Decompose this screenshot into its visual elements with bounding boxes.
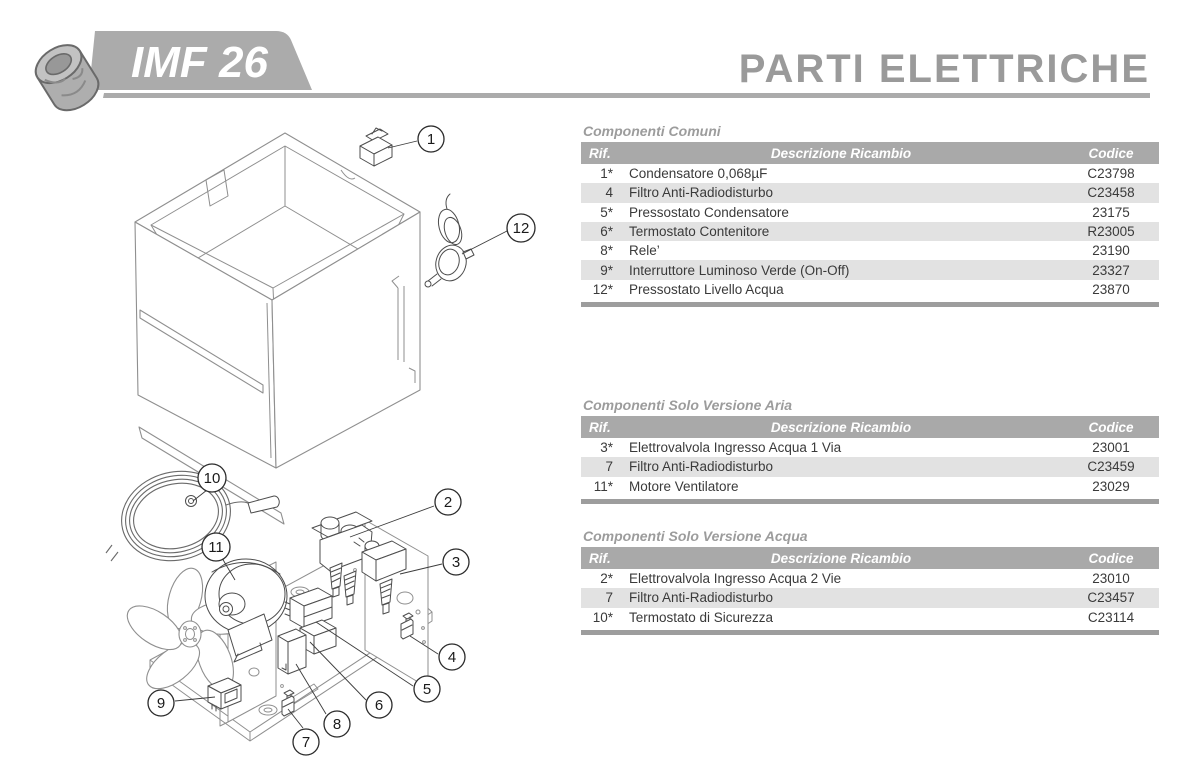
table-row: 4 Filtro Anti-Radiodisturbo C23458 (581, 183, 1159, 202)
table-bottom-bar (581, 630, 1159, 635)
col-rif: Rif. (589, 145, 611, 161)
svg-text:3: 3 (451, 554, 461, 571)
callout-9 (148, 690, 174, 716)
callout-4 (439, 644, 465, 670)
part-pressostato-livello (425, 194, 474, 287)
table-header-row (581, 547, 1159, 569)
table-row: 7 Filtro Anti-Radiodisturbo C23459 (581, 457, 1159, 476)
callout-8 (324, 711, 350, 737)
table-header-row (581, 142, 1159, 164)
col-cod: Codice (1088, 145, 1134, 161)
table-row: 1* Condensatore 0,068µF C23798 (600, 166, 1135, 182)
table-row: 10* Termostato di Sicurezza C23114 (592, 609, 1135, 625)
col-desc: Descrizione Ricambio (770, 145, 912, 161)
svg-text:4: 4 (447, 649, 457, 666)
model-name: IMF 26 (131, 38, 268, 87)
svg-text:1: 1 (426, 131, 436, 148)
svg-text:7: 7 (301, 734, 311, 751)
page-title: PARTI ELETTRICHE (738, 47, 1150, 91)
table-row: 6* Termostato Contenitore R23005 (581, 222, 1159, 241)
callout-2 (435, 489, 461, 515)
section-title: Componenti Solo Versione Aria (583, 397, 792, 413)
callout-11 (202, 533, 230, 561)
callout-3 (443, 549, 469, 575)
svg-text:8: 8 (332, 716, 342, 733)
table-row: 7 Filtro Anti-Radiodisturbo C23457 (581, 588, 1159, 607)
col-desc: Descrizione Ricambio (770, 419, 912, 435)
callout-6 (366, 692, 392, 718)
cabinet-drawing (135, 133, 420, 524)
col-cod: Codice (1088, 550, 1134, 566)
callout-1 (418, 126, 444, 152)
col-rif: Rif. (589, 419, 611, 435)
part-condensatore (360, 128, 392, 166)
callout-10 (198, 464, 226, 492)
table-header-row (581, 416, 1159, 438)
table-row: 12* Pressostato Livello Acqua 23870 (592, 281, 1130, 297)
col-cod: Codice (1088, 419, 1134, 435)
table-row: 5* Pressostato Condensatore 23175 (600, 204, 1130, 220)
table-row: 3* Elettrovalvola Ingresso Acqua 1 Via 23001 (600, 440, 1130, 456)
table-row: 9* Interruttore Luminoso Verde (On-Off) 23327 (581, 260, 1159, 279)
svg-text:2: 2 (443, 494, 453, 511)
table-row: 11* Motore Ventilatore 23029 (593, 478, 1130, 494)
parts-table-comuni (581, 124, 1159, 307)
part-capillary-coil (106, 460, 279, 572)
callout-7 (293, 729, 319, 755)
svg-text:5: 5 (422, 681, 432, 698)
table-bottom-bar (581, 302, 1159, 307)
callout-5 (414, 676, 440, 702)
parts-table-acqua (581, 529, 1159, 635)
svg-text:9: 9 (156, 695, 166, 712)
col-rif: Rif. (589, 550, 611, 566)
table-bottom-bar (581, 499, 1159, 504)
svg-text:12: 12 (512, 220, 530, 237)
callout-12 (507, 214, 535, 242)
table-row: 8* Rele’ 23190 (600, 243, 1130, 259)
section-title: Componenti Comuni (583, 123, 721, 139)
section-title: Componenti Solo Versione Acqua (583, 528, 808, 544)
exploded-diagram (0, 0, 575, 776)
svg-text:11: 11 (208, 539, 224, 556)
table-row: 2* Elettrovalvola Ingresso Acqua 2 Vie 23010 (600, 571, 1130, 587)
parts-table-aria (581, 398, 1159, 504)
col-desc: Descrizione Ricambio (770, 550, 912, 566)
svg-text:10: 10 (203, 470, 221, 487)
svg-text:6: 6 (374, 697, 384, 714)
